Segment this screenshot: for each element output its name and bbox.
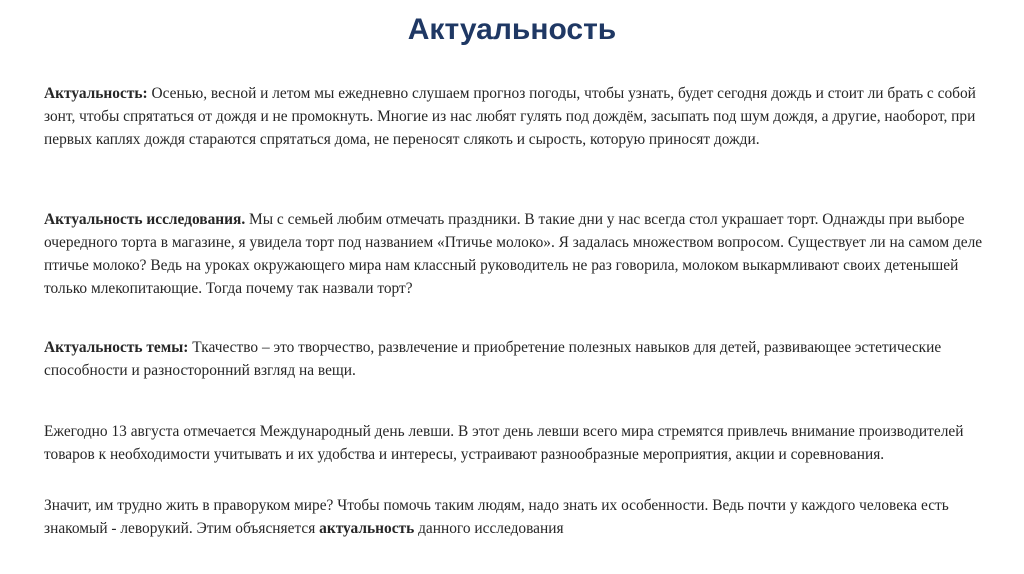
paragraph-text: Осенью, весной и летом мы ежедневно слушаем прогноз погоды, чтобы узнать, будет сегодня дождь и стоит ли брать с собой зонт, чтобы спрятаться от дождя и не промокнуть. Многие из нас любят гулять под дождём, засыпать под шум дождя, а другие, наоборот, при первых каплях дождя стараются спрятаться дома, не переносят слякоть и сырость, которую приносят дожди. — [44, 85, 976, 148]
paragraph-text: Мы с семьей любим отмечать праздники. В такие дни у нас всегда стол украшает торт. Однажды при выборе очередного торта в магазине, я увидела торт под названием «Птичье молоко». Я задалась множеством вопросом. Существует ли на самом деле птичье молоко? Ведь на уроках окружающего мира нам классный руководитель не раз говорила, молоком выкармливают своих детенышей только млекопитающие. Тогда почему так назвали торт? — [44, 211, 983, 297]
paragraph-research-relevance — [44, 208, 989, 300]
paragraph-text: Ткачество – это творчество, развлечение и приобретение полезных навыков для детей, развивающее эстетические способности и разносторонний взгляд на вещи. — [44, 339, 942, 379]
slide-title: Актуальность — [407, 13, 617, 46]
paragraph-text: Ежегодно 13 августа отмечается Международный день левши. В этот день левши всего мира стремятся привлечь внимание производителей товаров к необходимости учитывать и их удобства и интересы, устраивают разнообразные мероприятия, акции и соревнования. — [44, 423, 964, 463]
paragraph-conclusion — [44, 494, 989, 540]
paragraph-lefthanders-day — [44, 420, 989, 466]
paragraph-lead: Актуальность темы: — [44, 339, 189, 356]
paragraph-relevance — [44, 82, 989, 151]
paragraph-bold-word: актуальность — [319, 520, 415, 537]
paragraph-topic-relevance — [44, 336, 989, 382]
slide-content — [44, 82, 989, 537]
paragraph-lead: Актуальность: — [44, 85, 148, 102]
paragraph-lead: Актуальность исследования. — [44, 211, 246, 228]
paragraph-text: Значит, им трудно жить в праворуком мире? Чтобы помочь таким людям, надо знать их особенности. Ведь почти у каждого человека есть знакомый - леворукий. Этим объясняется — [44, 497, 949, 537]
paragraph-text: данного исследования — [414, 520, 564, 537]
